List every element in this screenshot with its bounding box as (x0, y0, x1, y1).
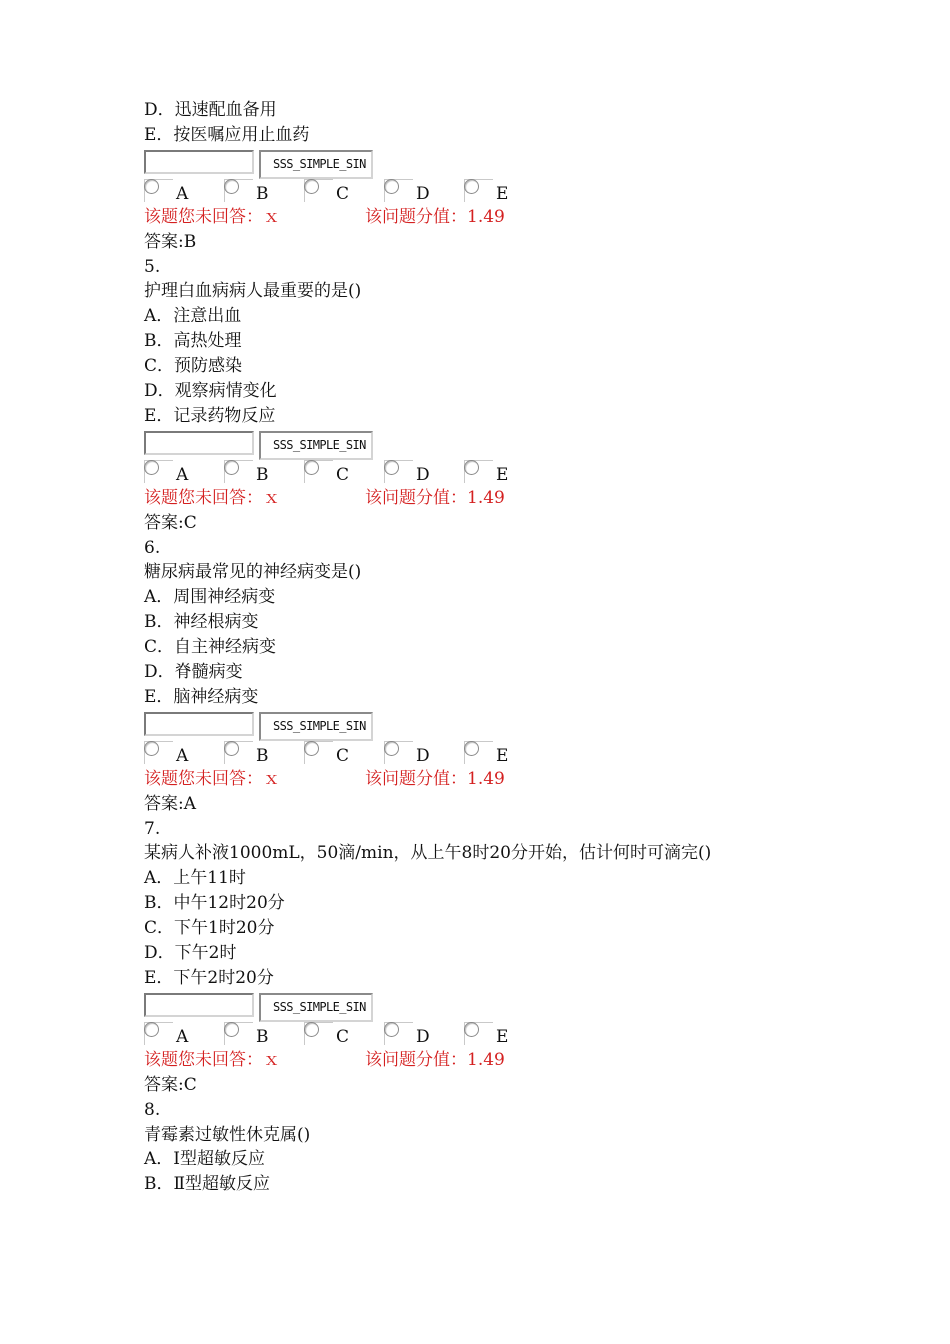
radio-label: D (416, 1026, 430, 1047)
radio-button[interactable] (144, 179, 159, 194)
question-number: 6. (144, 537, 161, 558)
radio-label: A (176, 745, 189, 766)
correct-answer: 答案:B (144, 231, 197, 252)
unanswered-status: 该题您未回答：ｘ (144, 206, 280, 227)
correct-answer: 答案:C (144, 1074, 197, 1095)
option-d: D．下午2时 (144, 943, 237, 964)
radio-label: B (256, 183, 269, 204)
score-value: 该问题分值：1.49 (365, 206, 505, 227)
option-c: C．预防感染 (144, 356, 243, 377)
unanswered-status: 该题您未回答：ｘ (144, 487, 280, 508)
choice-radio-group (144, 741, 924, 767)
choice-radio-group (144, 179, 924, 205)
radio-option-b[interactable] (224, 1022, 284, 1048)
answer-controls (144, 429, 924, 460)
option-a: A．Ⅰ型超敏反应 (144, 1149, 265, 1170)
correct-answer: 答案:A (144, 793, 197, 814)
radio-option-b[interactable] (224, 741, 284, 767)
question-block (144, 255, 924, 536)
radio-label: D (416, 745, 430, 766)
answer-text-input[interactable] (144, 150, 254, 174)
radio-label: B (256, 1026, 269, 1047)
radio-option-c[interactable] (304, 741, 364, 767)
radio-option-d[interactable] (384, 741, 444, 767)
option-b: B．高热处理 (144, 331, 242, 352)
radio-label: D (416, 183, 430, 204)
option-e: E．记录药物反应 (144, 405, 276, 426)
radio-button[interactable] (224, 1022, 239, 1037)
radio-button[interactable] (304, 741, 319, 756)
option-e: E．下午2时20分 (144, 967, 274, 988)
radio-option-e[interactable] (464, 741, 524, 767)
option-d: D．脊髓病变 (144, 662, 243, 683)
radio-button[interactable] (144, 741, 159, 756)
choice-radio-group (144, 1022, 924, 1048)
radio-option-c[interactable] (304, 460, 364, 486)
radio-button[interactable] (224, 460, 239, 475)
radio-option-c[interactable] (304, 179, 364, 205)
radio-button[interactable] (384, 460, 399, 475)
radio-label: C (336, 183, 350, 204)
score-value: 该问题分值：1.49 (365, 768, 505, 789)
question-text: 某病人补液1000mL，50滴/min，从上午8时20分开始，估计何时可滴完() (144, 843, 712, 864)
status-line (144, 1048, 924, 1073)
question-text: 糖尿病最常见的神经病变是() (144, 562, 362, 583)
radio-button[interactable] (384, 179, 399, 194)
radio-button[interactable] (144, 460, 159, 475)
radio-option-c[interactable] (304, 1022, 364, 1048)
radio-button[interactable] (304, 1022, 319, 1037)
radio-label: C (336, 745, 350, 766)
question-type-select[interactable]: SSS_SIMPLE_SIN (259, 993, 373, 1022)
radio-label: D (416, 464, 430, 485)
question-text: 青霉素过敏性休克属() (144, 1124, 311, 1145)
answer-controls (144, 991, 924, 1022)
radio-button[interactable] (304, 460, 319, 475)
option-e: E．按医嘱应用止血药 (144, 124, 310, 145)
status-line (144, 767, 924, 792)
radio-label: A (176, 183, 189, 204)
unanswered-status: 该题您未回答：ｘ (144, 1049, 280, 1070)
question-type-select[interactable]: SSS_SIMPLE_SIN (259, 150, 373, 179)
option-b: B．神经根病变 (144, 612, 259, 633)
choice-radio-group (144, 460, 924, 486)
question-type-select[interactable]: SSS_SIMPLE_SIN (259, 431, 373, 460)
question-block (144, 536, 924, 817)
option-a: A．注意出血 (144, 306, 242, 327)
correct-answer: 答案:C (144, 512, 197, 533)
radio-option-a[interactable] (144, 179, 204, 205)
status-line (144, 205, 924, 230)
radio-option-a[interactable] (144, 741, 204, 767)
question-number: 7. (144, 818, 161, 839)
radio-button[interactable] (464, 1022, 479, 1037)
option-c: C．自主神经病变 (144, 637, 277, 658)
answer-text-input[interactable] (144, 712, 254, 736)
unanswered-status: 该题您未回答：ｘ (144, 768, 280, 789)
radio-label: E (496, 183, 509, 204)
radio-label: E (496, 464, 509, 485)
question-block (144, 817, 924, 1098)
radio-option-b[interactable] (224, 460, 284, 486)
status-line (144, 486, 924, 511)
radio-button[interactable] (224, 179, 239, 194)
radio-label: C (336, 464, 350, 485)
radio-button[interactable] (304, 179, 319, 194)
score-value: 该问题分值：1.49 (365, 1049, 505, 1070)
radio-option-d[interactable] (384, 179, 444, 205)
question-type-select[interactable]: SSS_SIMPLE_SIN (259, 712, 373, 741)
option-d: D．迅速配血备用 (144, 100, 277, 120)
question-text: 护理白血病病人最重要的是() (144, 281, 362, 302)
radio-label: A (176, 464, 189, 485)
radio-button[interactable] (464, 179, 479, 194)
option-a: A．周围神经病变 (144, 587, 276, 608)
radio-label: B (256, 464, 269, 485)
radio-label: E (496, 1026, 509, 1047)
radio-label: E (496, 745, 509, 766)
radio-button[interactable] (464, 741, 479, 756)
radio-label: C (336, 1026, 350, 1047)
radio-option-a[interactable] (144, 460, 204, 486)
option-c: C．下午1时20分 (144, 918, 275, 939)
question-number: 5. (144, 256, 161, 277)
answer-block (144, 148, 924, 255)
radio-option-e[interactable] (464, 460, 524, 486)
score-value: 该问题分值：1.49 (365, 487, 505, 508)
radio-button[interactable] (224, 741, 239, 756)
option-e: E．脑神经病变 (144, 686, 259, 707)
radio-label: A (176, 1026, 189, 1047)
answer-text-input[interactable] (144, 431, 254, 455)
radio-button[interactable] (144, 1022, 159, 1037)
question-number: 8. (144, 1099, 161, 1120)
radio-option-d[interactable] (384, 460, 444, 486)
quiz-content (144, 98, 924, 1197)
option-b: B．中午12时20分 (144, 893, 285, 914)
question-block (144, 1098, 924, 1198)
answer-controls (144, 148, 924, 179)
option-b: B．Ⅱ型超敏反应 (144, 1174, 271, 1195)
radio-button[interactable] (384, 1022, 399, 1037)
radio-option-d[interactable] (384, 1022, 444, 1048)
radio-option-e[interactable] (464, 1022, 524, 1048)
option-d: D．观察病情变化 (144, 381, 277, 402)
radio-option-e[interactable] (464, 179, 524, 205)
radio-label: B (256, 745, 269, 766)
radio-option-a[interactable] (144, 1022, 204, 1048)
radio-button[interactable] (464, 460, 479, 475)
radio-button[interactable] (384, 741, 399, 756)
option-a: A．上午11时 (144, 868, 246, 889)
answer-controls (144, 710, 924, 741)
answer-text-input[interactable] (144, 993, 254, 1017)
radio-option-b[interactable] (224, 179, 284, 205)
